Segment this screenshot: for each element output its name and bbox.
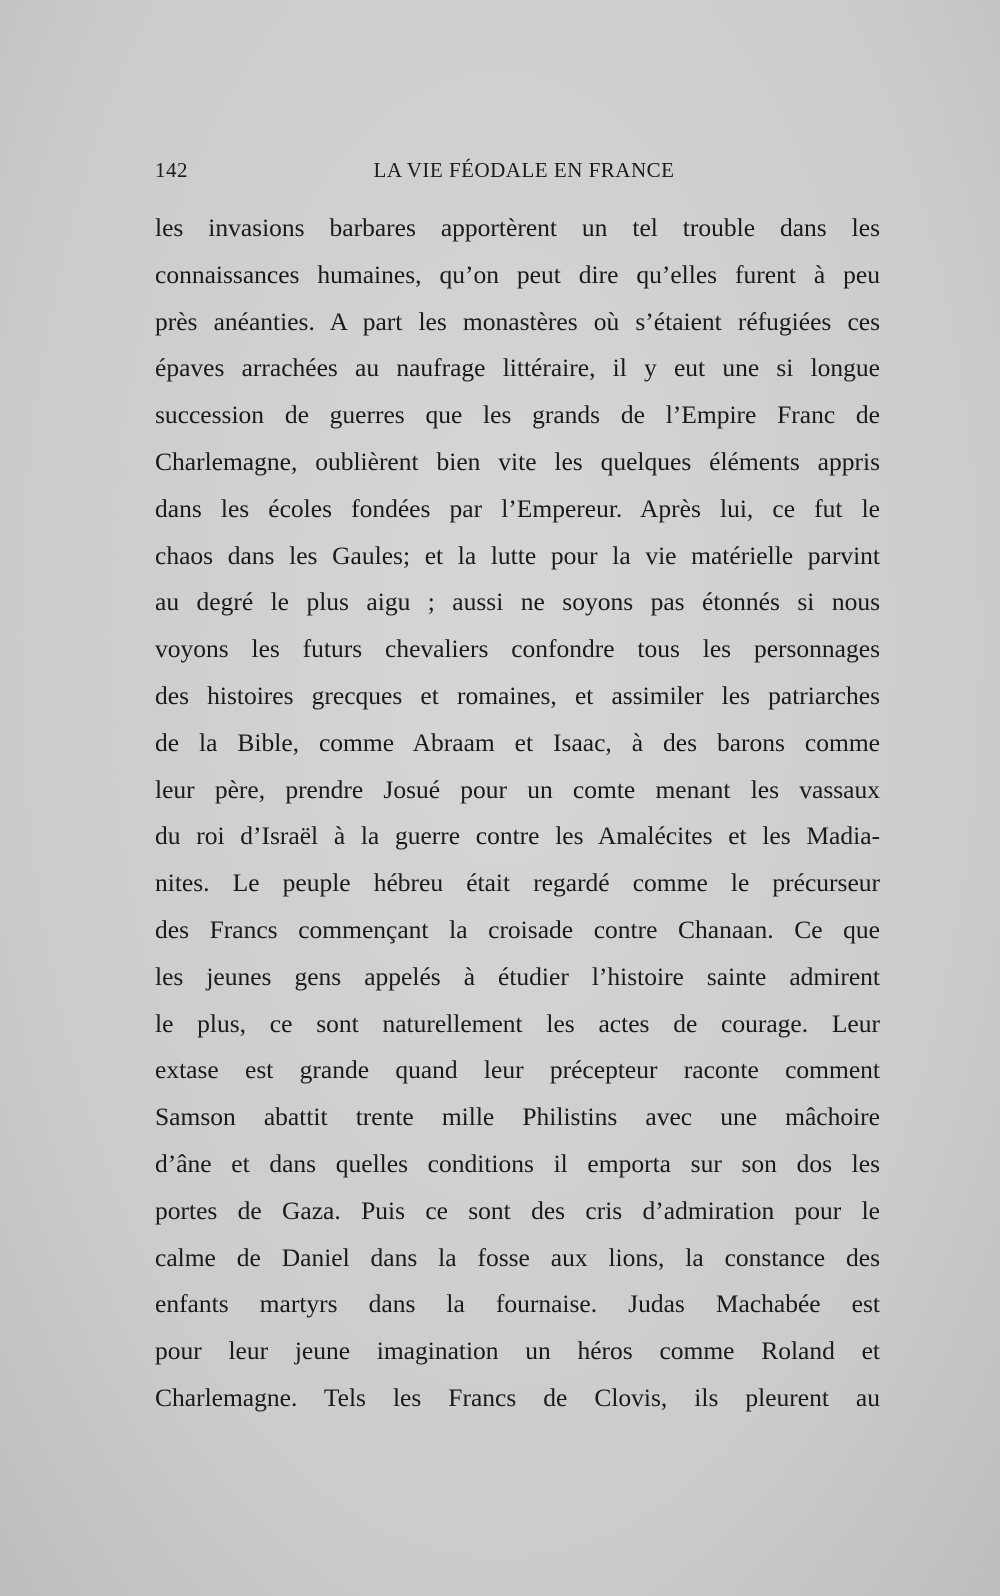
- text-line: près anéanties. A part les monastères où s’étaient réfugiées ces: [155, 306, 880, 336]
- text-line: pour leur jeune imagination un héros comme Roland et: [155, 1336, 880, 1366]
- running-title: LA VIE FÉODALE EN FRANCE: [373, 158, 675, 182]
- text-line: au degré le plus aigu ; aussi ne soyons pas étonnés si nous: [155, 587, 880, 617]
- text-line: d’âne et dans quelles conditions il emporta sur son dos les: [155, 1148, 880, 1178]
- text-line: des histoires grecques et romaines, et assimiler les patriarches: [155, 680, 880, 710]
- text-line: Samson abattit trente mille Philistins avec une mâchoire: [155, 1102, 880, 1132]
- text-line: voyons les futurs chevaliers confondre tous les personnages: [155, 634, 880, 664]
- text-line: de la Bible, comme Abraam et Isaac, à des barons comme: [155, 727, 880, 757]
- text-line: Charlemagne. Tels les Francs de Clovis, ils pleurent au: [155, 1382, 880, 1412]
- text-line: les invasions barbares apportèrent un tel trouble dans les: [155, 213, 880, 242]
- text-line: dans les écoles fondées par l’Empereur. Après lui, ce fut le: [155, 493, 880, 523]
- text-line: portes de Gaza. Puis ce sont des cris d’admiration pour le: [155, 1195, 880, 1225]
- text-line: des Francs commençant la croisade contre Chanaan. Ce que: [155, 914, 880, 944]
- text-line: épaves arrachées au naufrage littéraire, il y eut une si longue: [155, 353, 880, 383]
- text-line: nites. Le peuple hébreu était regardé comme le précurseur: [155, 868, 880, 898]
- running-head: [155, 158, 873, 192]
- text-line: leur père, prendre Josué pour un comte menant les vassaux: [155, 774, 880, 804]
- text-line: Charlemagne, oublièrent bien vite les quelques éléments appris: [155, 446, 880, 476]
- text-line: enfants martyrs dans la fournaise. Judas Machabée est: [155, 1289, 880, 1319]
- text-line: extase est grande quand leur précepteur raconte comment: [155, 1055, 880, 1085]
- text-line: calme de Daniel dans la fosse aux lions, la constance des: [155, 1242, 880, 1272]
- page-number: 142: [155, 158, 188, 182]
- text-line: du roi d’Israël à la guerre contre les Amalécites et les Madia-: [155, 821, 880, 851]
- text-line: succession de guerres que les grands de l’Empire Franc de: [155, 400, 880, 430]
- text-line: chaos dans les Gaules; et la lutte pour la vie matérielle parvint: [155, 540, 880, 570]
- text-line: les jeunes gens appelés à étudier l’histoire sainte admirent: [155, 961, 880, 991]
- body-text: [155, 205, 880, 1422]
- text-line: connaissances humaines, qu’on peut dire qu’elles furent à peu: [155, 259, 880, 289]
- text-line: le plus, ce sont naturellement les actes de courage. Leur: [155, 1008, 880, 1038]
